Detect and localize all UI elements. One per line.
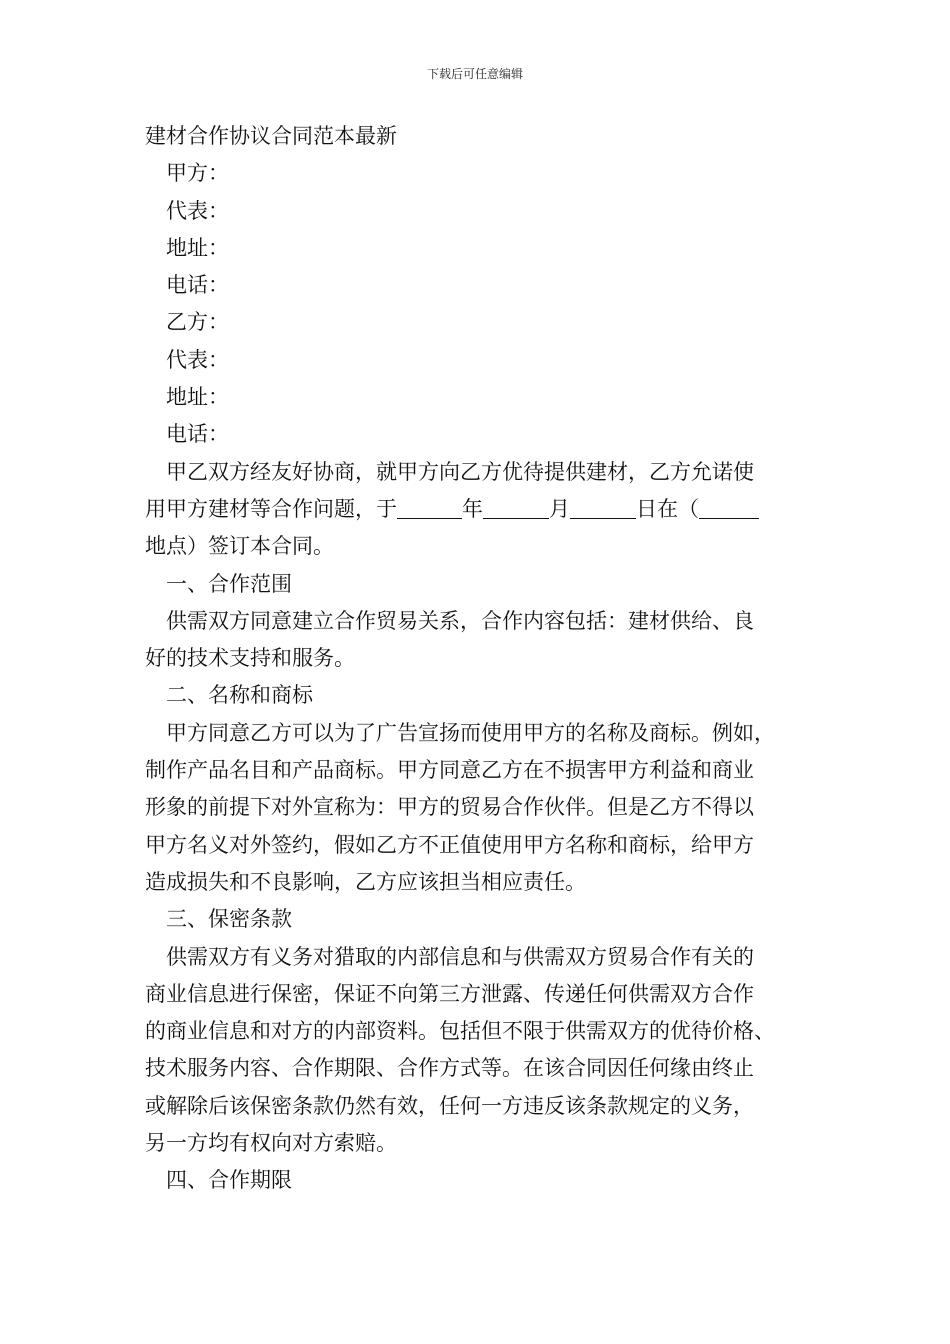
contract-document [145,118,810,1200]
section-4-heading: 四、合作期限 [166,1168,292,1193]
month-blank [483,496,549,519]
place-blank [699,496,759,519]
section-1-heading: 一、合作范围 [166,571,292,596]
intro-line-1: 甲乙双方经友好协商，就甲方向乙方优待提供建材，乙方允诺使 [166,459,754,484]
party-a-representative: 代表： [166,198,229,223]
year-blank [397,496,462,519]
month-label: 月 [549,496,570,521]
day-label: 日在（ [636,496,699,521]
section-2-line: 形象的前提下对外宣称为：甲方的贸易合作伙伴。但是乙方不得以 [145,795,754,820]
section-3-line: 或解除后该保密条款仍然有效，任何一方违反该条款规定的义务， [145,1093,754,1118]
section-1-line: 供需双方同意建立合作贸易关系，合作内容包括：建材供给、良 [166,608,754,633]
section-2-line: 制作产品名目和产品商标。甲方同意乙方在不损害甲方利益和商业 [145,758,754,783]
section-3-line: 另一方均有权向对方索赔。 [145,1131,397,1156]
document-title: 建材合作协议合同范本最新 [145,124,397,148]
section-3-line: 供需双方有义务对猎取的内部信息和与供需双方贸易合作有关的 [166,944,754,969]
year-label: 年 [462,496,483,521]
section-3-line: 技术服务内容、合作期限、合作方式等。在该合同因任何缘由终止 [145,1056,754,1081]
party-a-label: 甲方： [166,161,229,186]
section-1-line: 好的技术支持和服务。 [145,646,355,671]
party-b-phone: 电话： [166,422,229,447]
section-3-line: 商业信息进行保密，保证不向第三方泄露、传递任何供需双方合作 [145,981,754,1006]
party-a-address: 地址： [166,235,229,260]
day-blank [570,496,636,519]
section-2-line: 甲方名义对外签约，假如乙方不正值使用甲方名称和商标，给甲方 [145,832,754,857]
section-2-heading: 二、名称和商标 [166,683,313,708]
section-3-line: 的商业信息和对方的内部资料。包括但不限于供需双方的优待价格、 [145,1019,775,1044]
party-b-label: 乙方： [166,310,229,335]
intro-line-2 [145,491,810,528]
section-3-heading: 三、保密条款 [166,907,292,932]
party-b-address: 地址： [166,385,229,410]
section-2-line: 甲方同意乙方可以为了广告宣扬而使用甲方的名称及商标。例如， [166,720,775,745]
intro-text-a: 用甲方建材等合作问题，于 [145,496,397,521]
intro-line-3: 地点）签订本合同。 [145,534,334,559]
party-b-representative: 代表： [166,347,229,372]
party-a-phone: 电话： [166,273,229,298]
section-2-line: 造成损失和不良影响，乙方应该担当相应责任。 [145,869,586,894]
page-header-note: 下载后可任意编辑 [426,67,523,81]
